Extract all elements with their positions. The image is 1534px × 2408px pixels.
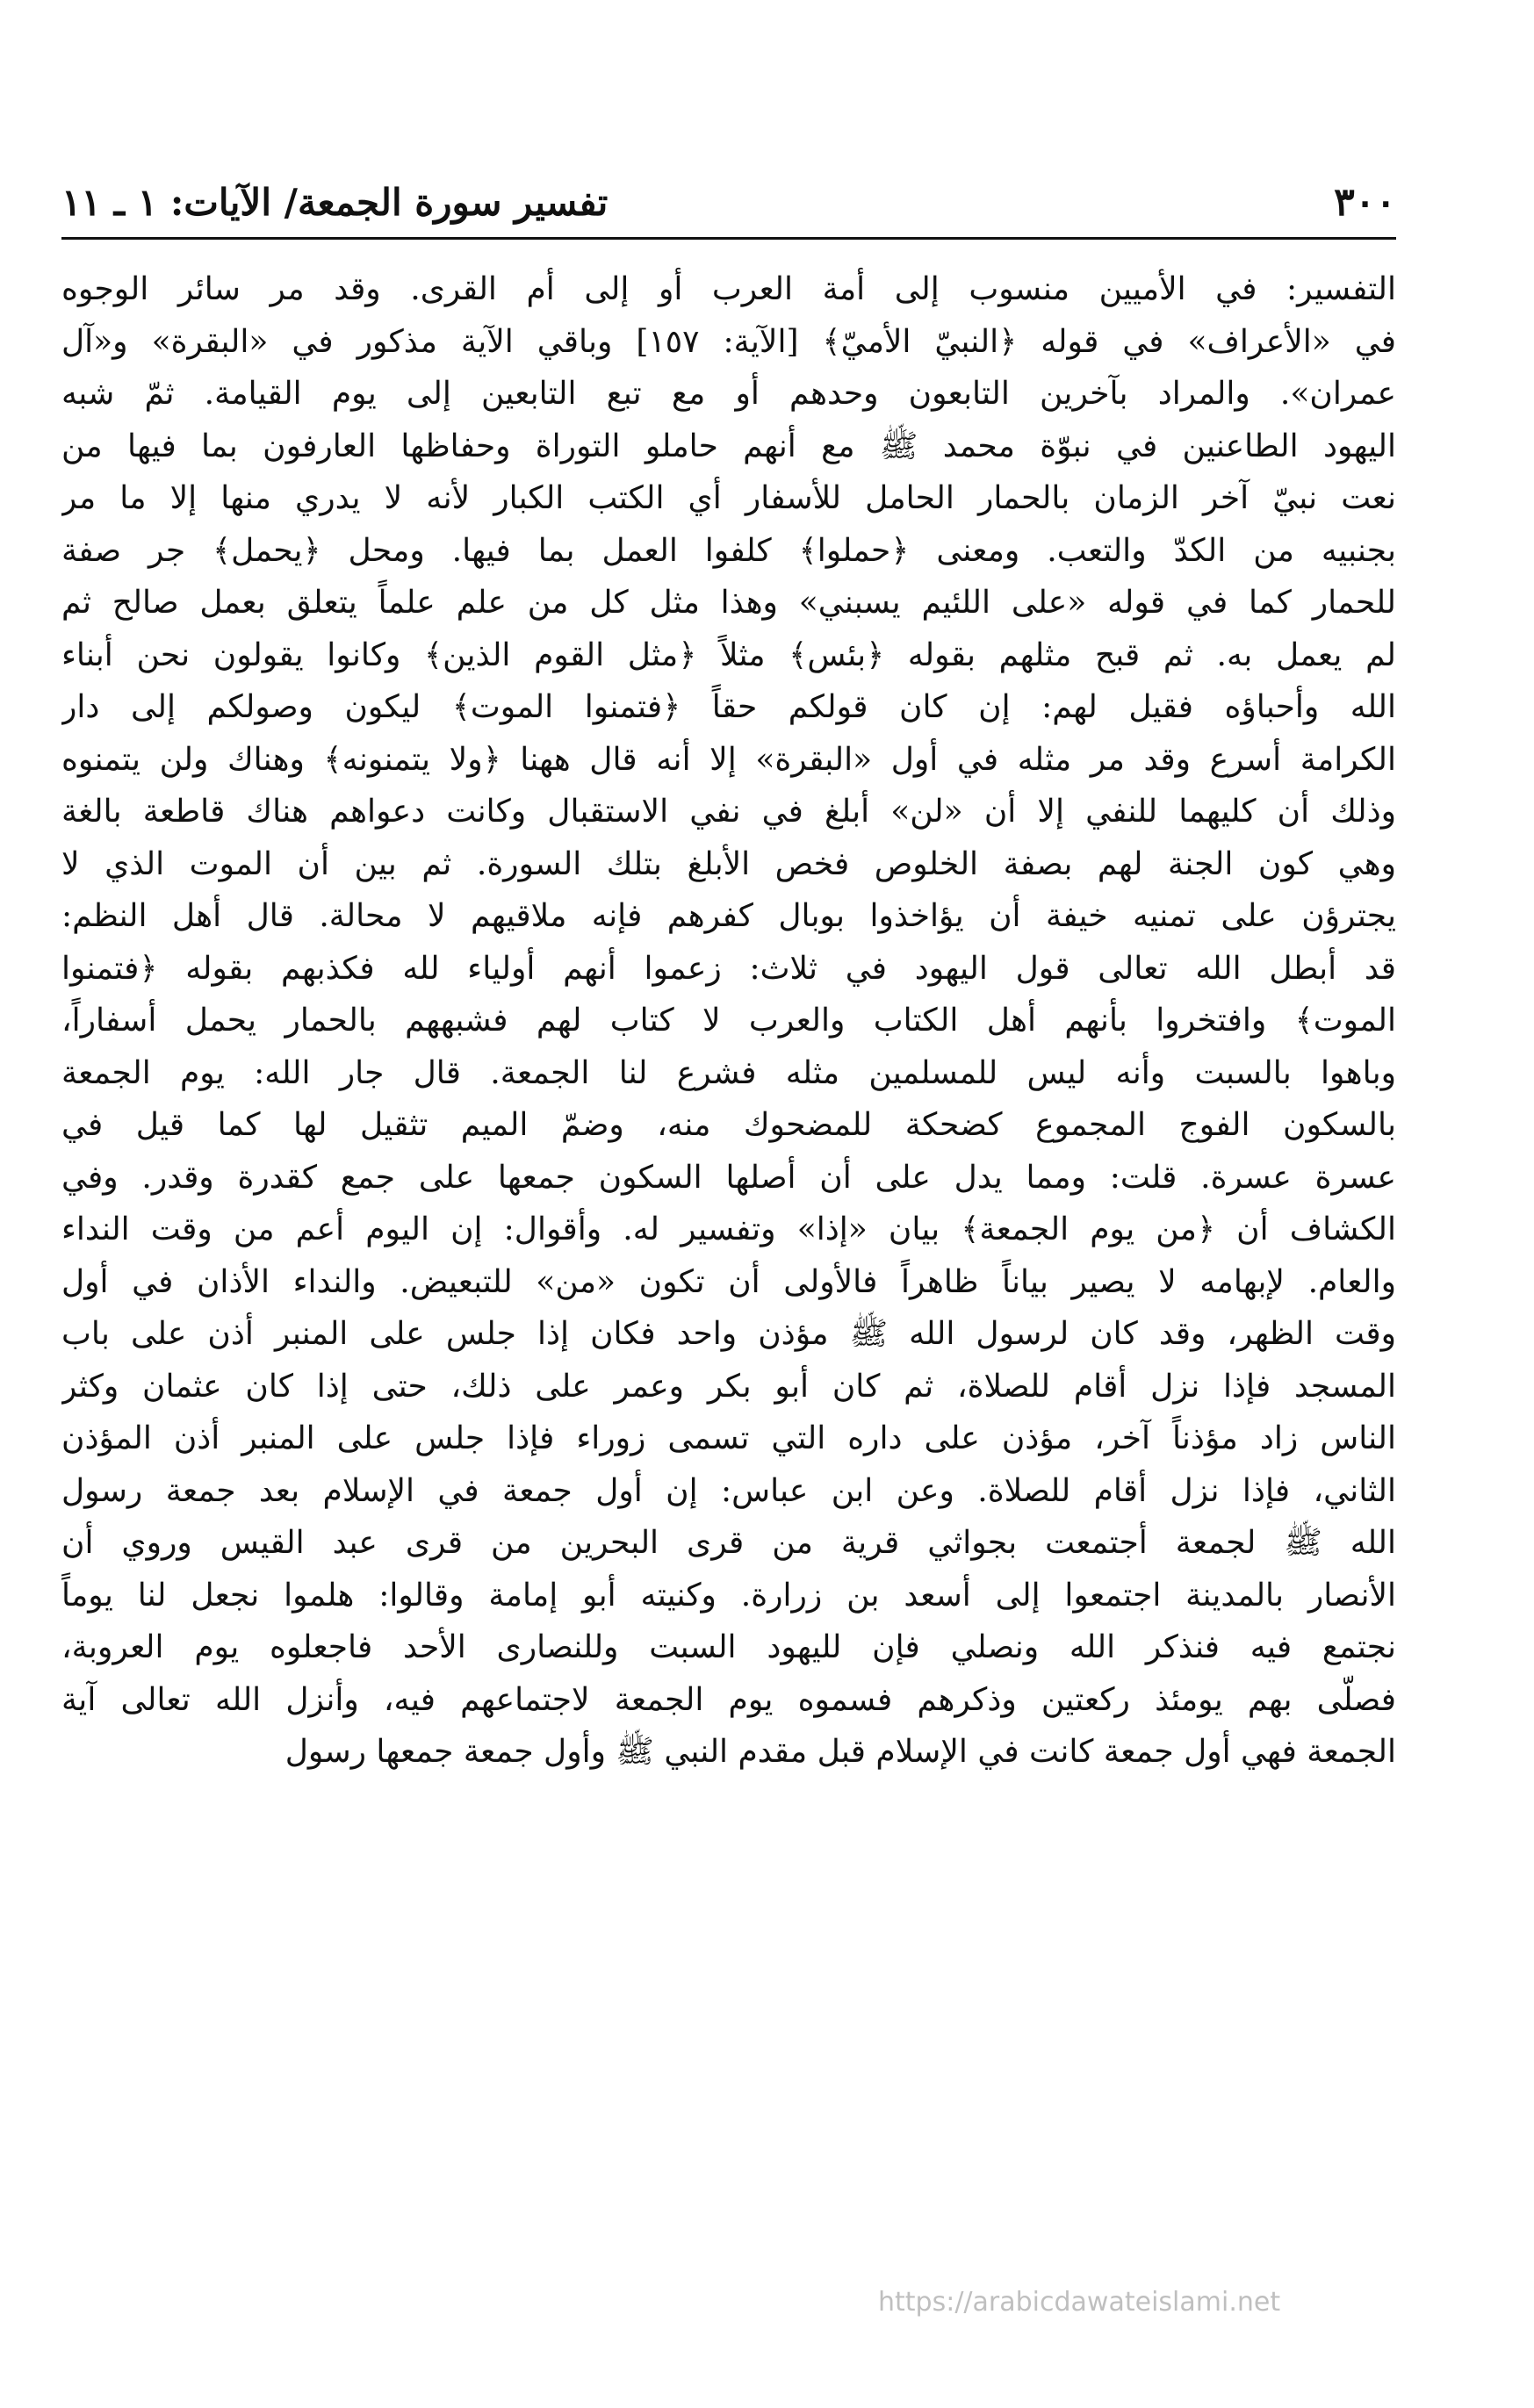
text-line: الجمعة فهي أول جمعة كانت في الإسلام قبل مقدم النبي ﷺ وأول جمعة جمعها رسول: [284, 1734, 1396, 1770]
text-line: لم يعمل به. ثم قبح مثلهم بقوله ﴿بئس﴾ مثلاً ﴿مثل القوم الذين﴾ وكانوا يقولون نحن أبناء: [61, 636, 1396, 673]
text-line: يجترؤن على تمنيه خيفة أن يؤاخذوا بوبال كفرهم فإنه ملاقيهم لا محالة. قال أهل النظم:: [61, 898, 1396, 934]
body-text: [61, 263, 1396, 2353]
text-line: والعام. لإبهامه لا يصير بياناً ظاهراً فالأولى أن تكون «من» للتبعيض. والنداء الأذان في أول: [61, 1263, 1396, 1300]
text-line: الكرامة أسرع وقد مر مثله في أول «البقرة» إلا أنه قال ههنا ﴿ولا يتمنونه﴾ وهناك ولن يتمنوه: [61, 741, 1396, 778]
page-header: [61, 167, 1396, 237]
text-line: الموت﴾ وافتخروا بأنهم أهل الكتاب والعرب لا كتاب لهم فشبههم بالحمار يحمل أسفاراً،: [61, 1003, 1396, 1039]
text-line: نجتمع فيه فنذكر الله ونصلي فإن لليهود السبت وللنصارى الأحد فاجعلوه يوم العروبة،: [61, 1629, 1396, 1665]
text-line: عمران». والمراد بآخرين التابعون وحدهم أو مع تبع التابعين إلى يوم القيامة. ثمّ شبه: [61, 376, 1396, 412]
header-divider: [61, 237, 1396, 240]
text-line: للحمار كما في قوله «على اللئيم يسبني» وهذا مثل كل من علم علماً يتعلق بعمل صالح ثم: [61, 585, 1396, 621]
text-line: عسرة عسرة. قلت: ومما يدل على أن أصلها السكون جمعها على جمع كقدرة وقدر. وفي: [61, 1159, 1396, 1196]
text-line: اليهود الطاعنين في نبوّة محمد ﷺ مع أنهم حاملو التوراة وحفاظها العارفون بما فيها من: [61, 428, 1396, 464]
text-line: الله وأحباؤه فقيل لهم: إن كان قولكم حقاً ﴿فتمنوا الموت﴾ ليكون وصولكم إلى دار: [61, 689, 1396, 725]
text-line: الأنصار بالمدينة اجتمعوا إلى أسعد بن زرارة. وكنيته أبو إمامة وقالوا: هلموا نجعل لنا يوماً: [61, 1577, 1396, 1614]
text-line: بالسكون الفوج المجموع كضحكة للمضحوك منه، وضمّ الميم تثقيل لها كما قيل في: [61, 1107, 1396, 1143]
text-line: وذلك أن كليهما للنفي إلا أن «لن» أبلغ في نفي الاستقبال وكانت دعواهم هناك قاطعة بالغة: [61, 794, 1396, 830]
text-line: وباهوا بالسبت وأنه ليس للمسلمين مثله فشرع لنا الجمعة. قال جار الله: يوم الجمعة: [61, 1054, 1396, 1091]
text-line: وهي كون الجنة لهم بصفة الخلوص فخص الأبلغ بتلك السورة. ثم بين أن الموت الذي لا: [61, 845, 1396, 882]
text-line: الكشاف أن ﴿من يوم الجمعة﴾ بيان «إذا» وتفسير له. وأقوال: إن اليوم أعم من وقت النداء: [61, 1211, 1396, 1247]
text-line: فصلّى بهم يومئذ ركعتين وذكرهم فسموه يوم الجمعة لاجتماعهم فيه، وأنزل الله تعالى آية: [61, 1681, 1396, 1718]
text-line: نعت نبيّ آخر الزمان بالحمار الحامل للأسفار أي الكتب الكبار لأنه لا يدري منها إلا ما مر: [61, 480, 1396, 516]
text-line: الثاني، فإذا نزل أقام للصلاة. وعن ابن عباس: إن أول جمعة في الإسلام بعد جمعة رسول: [61, 1472, 1396, 1509]
text-line: بجنبيه من الكدّ والتعب. ومعنى ﴿حملوا﴾ كلفوا العمل بما فيها. ومحل ﴿يحمل﴾ جر صفة: [61, 532, 1396, 569]
text-line: المسجد فإذا نزل أقام للصلاة، ثم كان أبو بكر وعمر على ذلك، حتى إذا كان عثمان وكثر: [61, 1368, 1396, 1405]
watermark-url: https://arabicdawateislami.net: [878, 2287, 1281, 2318]
page-number: ٣٠٠: [1334, 179, 1396, 225]
text-line: الله ﷺ لجمعة أجتمعت بجواثي قرية من قرى البحرين من قرى عبد القيس وروي أن: [61, 1525, 1396, 1561]
text-line: في «الأعراف» في قوله ﴿النبيّ الأميّ﴾ [الآية: ١٥٧] وباقي الآية مذكور في «البقرة» و«آل: [61, 323, 1396, 360]
running-title: تفسير سورة الجمعة/ الآيات: ١ ـ ١١: [61, 180, 609, 224]
text-line: قد أبطل الله تعالى قول اليهود في ثلاث: زعموا أنهم أولياء لله فكذبهم بقوله ﴿فتمنوا: [61, 950, 1396, 987]
text-line: الناس زاد مؤذناً آخر، مؤذن على داره التي تسمى زوراء فإذا جلس على المنبر أذن المؤذن: [61, 1420, 1396, 1456]
text-line: وقت الظهر، وقد كان لرسول الله ﷺ مؤذن واحد فكان إذا جلس على المنبر أذن على باب: [61, 1316, 1396, 1352]
text-line: التفسير: في الأميين منسوب إلى أمة العرب أو إلى أم القرى. وقد مر سائر الوجوه: [61, 271, 1396, 307]
